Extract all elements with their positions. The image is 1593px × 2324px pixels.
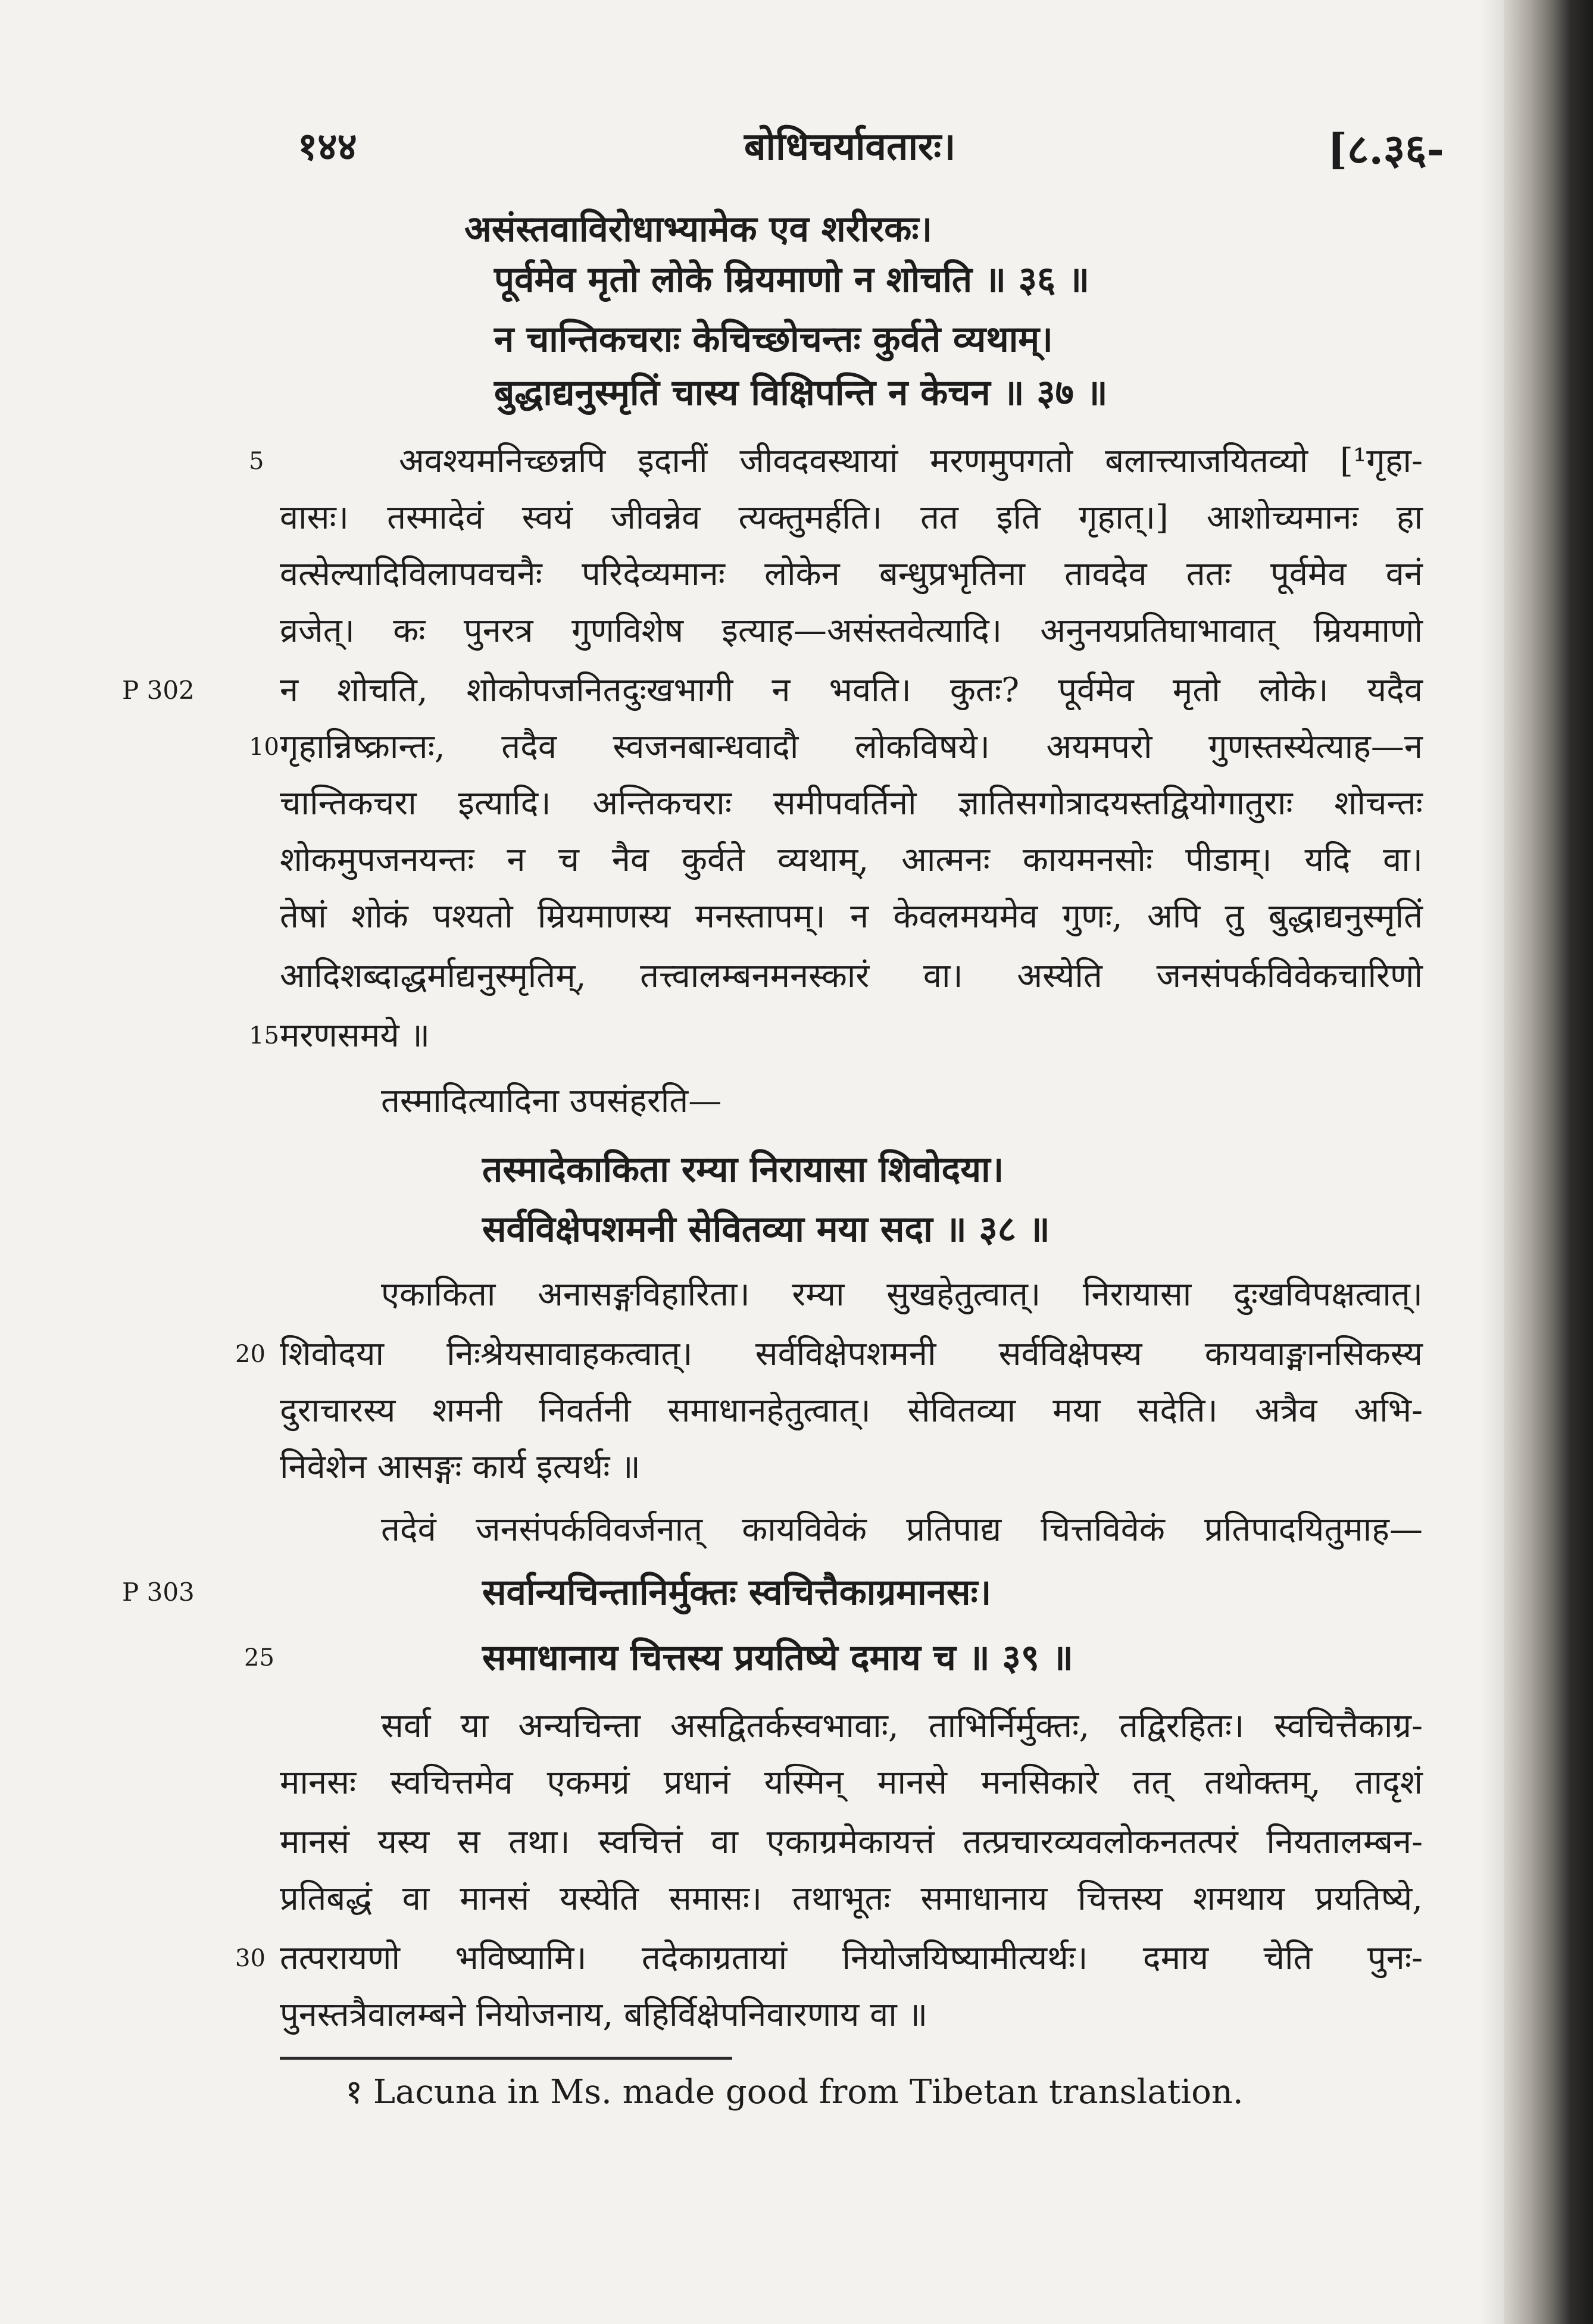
commentary-line: चान्तिकचरा इत्यादि। अन्तिकचराः समीपवर्तिनो ज्ञातिसगोत्रादयस्तद्वियोगातुराः शोचन्तः (280, 784, 1423, 823)
commentary-line: मानसं यस्य स तथा। स्वचित्तं वा एकाग्रमेकायत्तं तत्प्रचारव्यवलोकनतत्परं नियतालम्बन- (280, 1823, 1423, 1861)
commentary-line: तत्परायणो भविष्यामि। तदेकाग्रतायां नियोजयिष्यामीत्यर्थः। दमाय चेति पुनः- (280, 1939, 1423, 1978)
line-number: 5 (249, 448, 264, 475)
verse-intro: तस्मादित्यादिना उपसंहरति— (381, 1082, 722, 1120)
commentary-line: निवेशेन आसङ्गः कार्य इत्यर्थः ॥ (280, 1448, 641, 1486)
scanned-page-edge (1504, 0, 1593, 2324)
running-title: बोधिचर्यावतारः। (744, 124, 956, 169)
verse-reference: [८.३६- (1328, 124, 1444, 174)
commentary-line: एकाकिता अनासङ्गविहारिता। रम्या सुखहेतुत्वात्। निरायासा दुःखविपक्षत्वात्। (381, 1275, 1423, 1314)
commentary-line: मरणसमये ॥ (280, 1016, 430, 1055)
commentary-line: आदिशब्दाद्धर्माद्यनुस्मृतिम्, तत्त्वालम्बनमनस्कारं वा। अस्येति जनसंपर्कविवेकचारिणो (280, 957, 1423, 995)
line-number: 10 (249, 733, 279, 761)
verse-line: न चान्तिकचराः केचिच्छोचन्तः कुर्वते व्यथाम्। (494, 318, 1053, 360)
margin-page-ref: P 303 (122, 1578, 195, 1607)
verse-line: असंस्तवाविरोधाभ्यामेक एव शरीरकः। (464, 208, 933, 250)
line-number: 15 (249, 1022, 279, 1049)
page-number: १४४ (298, 124, 357, 169)
line-number: 30 (235, 1945, 266, 1972)
commentary-line: मानसः स्वचित्तमेव एकमग्रं प्रधानं यस्मिन् मानसे मनसिकारे तत् तथोक्तम्, तादृशं (280, 1763, 1423, 1802)
verse-line: बुद्धाद्यनुस्मृतिं चास्य विक्षिपन्ति न केचन ॥ ३७ ॥ (494, 372, 1108, 414)
margin-page-ref: P 302 (122, 676, 195, 705)
commentary-line: शिवोदया निःश्रेयसावाहकत्वात्। सर्वविक्षेपशमनी सर्वविक्षेपस्य कायवाङ्मानसिकस्य (280, 1335, 1423, 1373)
footnote-rule (280, 2057, 732, 2060)
commentary-line: व्रजेत्। कः पुनरत्र गुणविशेष इत्याह—असंस्तवेत्यादि। अनुनयप्रतिघाभावात् म्रियमाणो (280, 611, 1423, 650)
commentary-line: शोकमुपजनयन्तः न च नैव कुर्वते व्यथाम्, आत्मनः कायमनसोः पीडाम्। यदि वा। (280, 841, 1423, 879)
commentary-line: गृहान्निष्क्रान्तः, तदैव स्वजनबान्धवादौ लोकविषये। अयमपरो गुणस्तस्येत्याह—न (280, 727, 1423, 766)
commentary-line: तेषां शोकं पश्यतो म्रियमाणस्य मनस्तापम्। न केवलमयमेव गुणः, अपि तु बुद्धाद्यनुस्मृतिं (280, 897, 1423, 936)
verse-intro: तदेवं जनसंपर्कविवर्जनात् कायविवेकं प्रतिपाद्य चित्तविवेकं प्रतिपादयितुमाह— (381, 1510, 1423, 1549)
verse-line: पूर्वमेव मृतो लोके म्रियमाणो न शोचति ॥ ३६ ॥ (494, 259, 1090, 301)
commentary-line: सर्वा या अन्यचिन्ता असद्वितर्कस्वभावाः, ताभिर्निर्मुक्तः, तद्विरहितः। स्वचित्तैकाग्र- (381, 1707, 1423, 1745)
commentary-line: वत्सेल्यादिविलापवचनैः परिदेव्यमानः लोकेन बन्धुप्रभृतिना तावदेव ततः पूर्वमेव वनं (280, 555, 1423, 594)
verse-line: सर्वविक्षेपशमनी सेवितव्या मया सदा ॥ ३८ ॥ (482, 1208, 1050, 1250)
commentary-line: पुनस्तत्रैवालम्बने नियोजनाय, बहिर्विक्षेपनिवारणाय वा ॥ (280, 1995, 928, 2034)
line-number: 25 (244, 1644, 274, 1672)
commentary-line: न शोचति, शोकोपजनितदुःखभागी न भवति। कुतः? पूर्वमेव मृतो लोके। यदैव (280, 671, 1423, 710)
page-shadow (1480, 0, 1504, 2324)
commentary-line: वासः। तस्मादेवं स्वयं जीवन्नेव त्यक्तुमर्हति। तत इति गृहात्।] आशोच्यमानः हा (280, 498, 1423, 537)
commentary-line: अवश्यमनिच्छन्नपि इदानीं जीवदवस्थायां मरणमुपगतो बलात्त्याजयितव्यो [¹गृहा- (399, 442, 1423, 480)
line-number: 20 (235, 1341, 266, 1368)
verse-line: सर्वान्यचिन्तानिर्मुक्तः स्वचित्तैकाग्रमानसः। (482, 1572, 992, 1613)
footnote: १ Lacuna in Ms. made good from Tibetan translation. (345, 2073, 1244, 2111)
commentary-line: दुराचारस्य शमनी निवर्तनी समाधानहेतुत्वात्। सेवितव्या मया सदेति। अत्रैव अभि- (280, 1391, 1423, 1430)
verse-line: तस्मादेकाकिता रम्या निरायासा शिवोदया। (482, 1149, 1004, 1191)
commentary-line: प्रतिबद्धं वा मानसं यस्येति समासः। तथाभूतः समाधानाय चित्तस्य शमथाय प्रयतिष्ये, (280, 1879, 1423, 1918)
verse-line: समाधानाय चित्तस्य प्रयतिष्ये दमाय च ॥ ३९ ॥ (482, 1637, 1073, 1679)
